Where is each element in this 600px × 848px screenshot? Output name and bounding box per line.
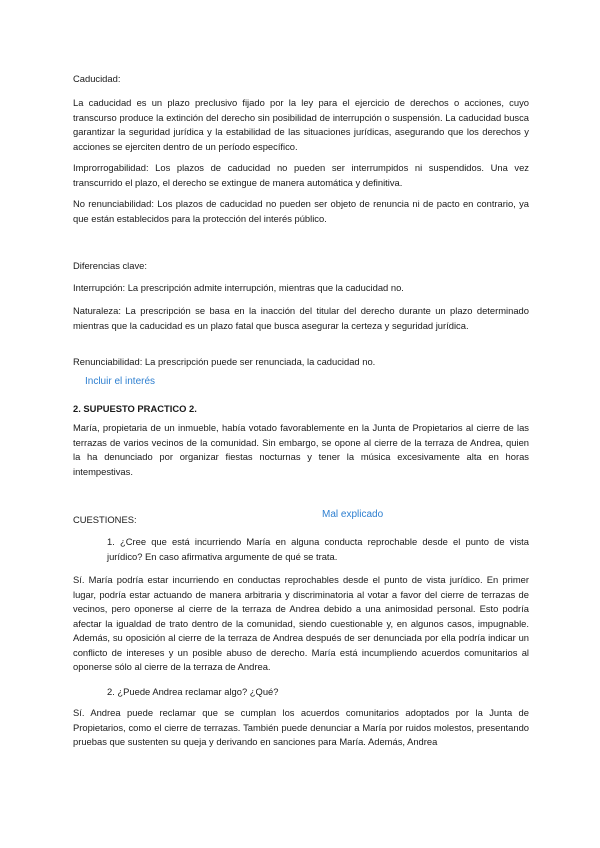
diferencias-heading: Diferencias clave: [73, 260, 147, 271]
caducidad-definition: La caducidad es un plazo preclusivo fijado por la ley para el ejercicio de derechos o acciones, cuyo transcurso produce la extinción del derecho sin posibilidad de interrupción o suspensión. La caducidad busca garantizar la seguridad jurídica y la estabilidad de las situaciones jurídicas, asegurando que los derechos y acciones se ejerciten dentro de un período específico. [73, 97, 529, 152]
review-comment[interactable]: Mal explicado [322, 509, 384, 520]
caducidad-heading: Caducidad: [73, 73, 121, 84]
answer-2: Sí. Andrea puede reclamar que se cumplan los acuerdos comunitarios adoptados por la Junta de Propietarios, como el cierre de terrazas. También puede denunciar a María por ruidos molestos, presentando pruebas que sustenten su queja y derivando en sanciones para María. Además, Andrea [73, 707, 529, 747]
review-comment[interactable]: Incluir el interés [85, 376, 156, 387]
no-renunciabilidad-paragraph: No renunciabilidad: Los plazos de caducidad no pueden ser objeto de renuncia ni de pacto en contrario, ya que están establecidos para la protección del interés público. [73, 198, 529, 224]
question-1: 1. ¿Cree que está incurriendo María en alguna conducta reprochable desde el punto de vista jurídico? En caso afirmativa argumente de qué se trata. [107, 536, 529, 562]
improrrogabilidad-paragraph: Improrrogabilidad: Los plazos de caducidad no pueden ser interrumpidos ni suspendidos. Una vez transcurrido el plazo, el derecho se extingue de manera automática y definitiva. [73, 162, 529, 188]
supuesto-paragraph: María, propietaria de un inmueble, había votado favorablemente en la Junta de Propietarios al cierre de las terrazas de varios vecinos de la comunidad. Sin embargo, se opone al cierre de la terraza de Andrea, quien la ha denunciado por organizar fiestas nocturnas y tener la música excesivamente alta en horas intempestivas. [73, 422, 529, 477]
question-2: 2. ¿Puede Andrea reclamar algo? ¿Qué? [107, 686, 279, 697]
supuesto-heading: 2. SUPUESTO PRACTICO 2. [73, 403, 197, 414]
answer-1: Sí. María podría estar incurriendo en conductas reprochables desde el punto de vista jurídico. En primer lugar, podría estar actuando de manera arbitraria y discriminatoria al votar a favor del cierre de terrazas de vecinos, pero oponerse al cierre de la terraza de Andrea debido a una animosidad personal. Esto podría afectar la igualdad de trato dentro de la comunidad, siendo cuestionable y, en algunos casos, impugnable. Además, su oposición al cierre de la terraza de Andrea después de ser denunciada por ella podría indicar un conflicto de intereses y un posible abuso de derecho. María está incumpliendo acuerdos comunitarios al oponerse sólo al cierre de la terraza de Andrea. [73, 574, 529, 672]
naturaleza-paragraph: Naturaleza: La prescripción se basa en la inacción del titular del derecho durante un plazo determinado mientras que la caducidad es un plazo fatal que busca asegurar la certeza y seguridad jurídica. [73, 305, 529, 331]
interrupcion-paragraph: Interrupción: La prescripción admite interrupción, mientras que la caducidad no. [73, 282, 404, 293]
cuestiones-heading: CUESTIONES: [73, 514, 137, 525]
renunciabilidad-paragraph: Renunciabilidad: La prescripción puede ser renunciada, la caducidad no. [73, 356, 376, 367]
